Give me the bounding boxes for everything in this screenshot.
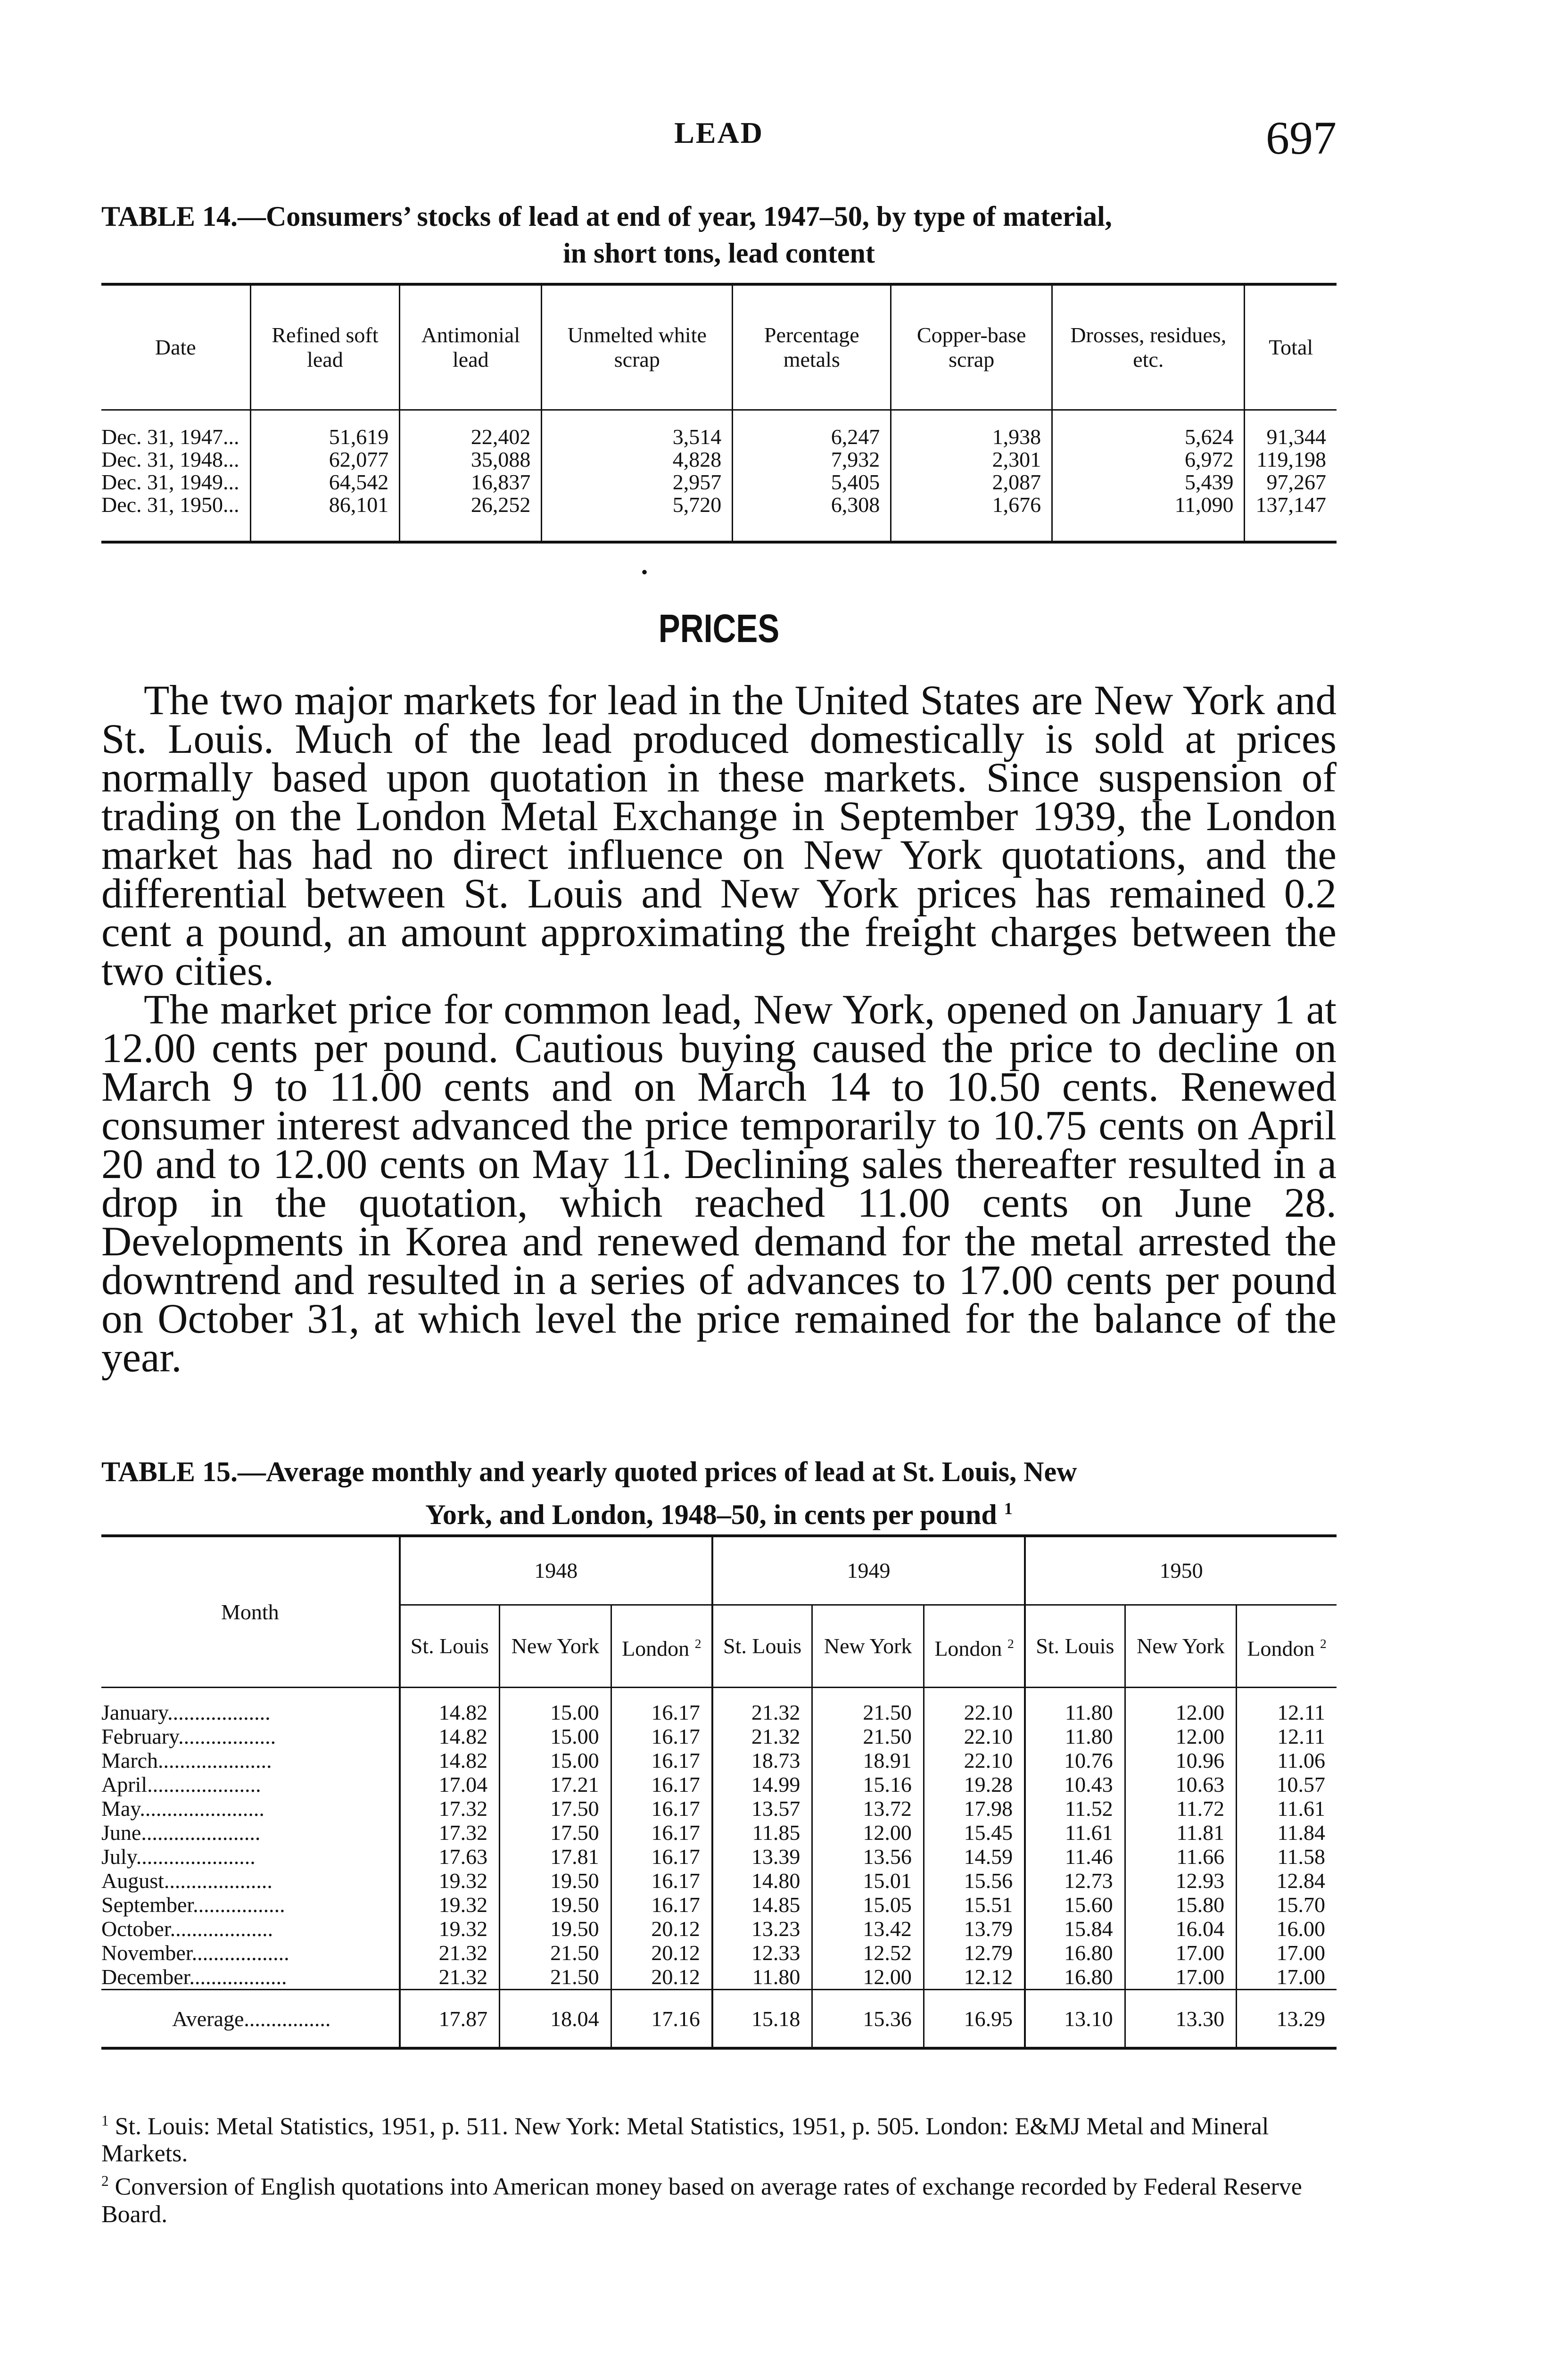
table-14-caption-line2: in short tons, lead content [563, 238, 875, 269]
table-14-column-header: Refined soft lead [250, 284, 400, 410]
table-cell: 86,101 [250, 494, 400, 542]
table-row [101, 1821, 1337, 1845]
table-cell: 20.12 [611, 1965, 712, 1990]
table-cell: 16.17 [611, 1821, 712, 1845]
table-cell: 12.52 [812, 1941, 924, 1965]
table-cell: 12.79 [924, 1941, 1025, 1965]
table-cell: 22.10 [924, 1724, 1025, 1748]
table-cell: 19.50 [500, 1869, 611, 1893]
table-cell: 15.00 [500, 1724, 611, 1748]
table-cell: 16.80 [1025, 1965, 1125, 1990]
table-row [101, 1845, 1337, 1869]
table-cell: 97,267 [1245, 471, 1337, 494]
month-header: Month [101, 1536, 400, 1688]
row-label: October................... [101, 1917, 273, 1941]
table-cell: 119,198 [1245, 448, 1337, 471]
page-number: 697 [1266, 112, 1337, 164]
table-cell: 17.32 [400, 1797, 500, 1821]
table-cell: 11.72 [1125, 1797, 1237, 1821]
table-row [101, 1688, 1337, 1725]
table-cell: 17.32 [400, 1821, 500, 1845]
table-cell: 16.17 [611, 1748, 712, 1772]
table-cell: 11.06 [1237, 1748, 1337, 1772]
table-cell: 6,308 [733, 494, 891, 542]
table-cell: 13.30 [1125, 1990, 1237, 2049]
average-row [101, 1990, 1337, 2049]
table-14-column-header: Total [1245, 284, 1337, 410]
table-cell: 12.11 [1237, 1724, 1337, 1748]
table-cell: 4,828 [542, 448, 733, 471]
table-cell: 5,624 [1052, 410, 1245, 449]
table-15-caption-line1: TABLE 15.—Average monthly and yearly quoted prices of lead at St. Louis, New [101, 1456, 1077, 1487]
table-cell: 11.80 [1025, 1688, 1125, 1725]
table-cell: 10.43 [1025, 1772, 1125, 1797]
row-label: April..................... [101, 1772, 261, 1797]
table-cell: 21.50 [812, 1724, 924, 1748]
table-cell: 17.16 [611, 1990, 712, 2049]
table-14-column-header: Antimonial lead [400, 284, 542, 410]
table-cell: 12.93 [1125, 1869, 1237, 1893]
row-label: June...................... [101, 1821, 261, 1845]
table-cell: 16.04 [1125, 1917, 1237, 1941]
table-cell: 21.50 [812, 1688, 924, 1725]
table-cell: 13.56 [812, 1845, 924, 1869]
table-cell: 13.42 [812, 1917, 924, 1941]
table-cell: 15.18 [712, 1990, 812, 2049]
market-header: London $^2$ [924, 1605, 1025, 1688]
table-15-caption [101, 1447, 1337, 1533]
table-cell: 137,147 [1245, 494, 1337, 542]
table-cell: 16,837 [400, 471, 542, 494]
table-cell: 13.39 [712, 1845, 812, 1869]
market-header: London $^2$ [1237, 1605, 1337, 1688]
table-cell: 11.46 [1025, 1845, 1125, 1869]
table-cell: 12.12 [924, 1965, 1025, 1990]
table-cell: 11.81 [1125, 1821, 1237, 1845]
row-label: Average................ [101, 1990, 400, 2049]
table-cell: 13.79 [924, 1917, 1025, 1941]
year-header: 1949 [712, 1536, 1025, 1605]
row-label: Dec. 31, 1948... [101, 448, 239, 471]
table-cell: 7,932 [733, 448, 891, 471]
table-cell: 11.66 [1125, 1845, 1237, 1869]
table-cell: 18.04 [500, 1990, 611, 2049]
row-label: February.................. [101, 1724, 276, 1748]
running-header [101, 111, 1337, 163]
paragraph-1: The two major markets for lead in the United States are New York and St. Louis. Much of the lead produced domestically is sold at prices normally based upon quotation in these markets. Since suspension of trading on the London Metal Exchange in September 1939, the London market has had no direct influence on New York quotations, and the differential between St. Louis and New York prices has remained 0.2 cent a pound, an amount approximating the freight charges between the two cities. [101, 677, 1337, 994]
table-cell: 15.16 [812, 1772, 924, 1797]
table-cell: 19.50 [500, 1917, 611, 1941]
table-cell: 15.45 [924, 1821, 1025, 1845]
table-15-caption-line2: York, and London, 1948–50, in cents per pound $^1$ [425, 1499, 1013, 1530]
table-cell: 12.00 [812, 1821, 924, 1845]
market-header: St. Louis [400, 1605, 500, 1688]
table-cell: 15.84 [1025, 1917, 1125, 1941]
table-cell: 5,405 [733, 471, 891, 494]
market-header: New York [1125, 1605, 1237, 1688]
table-cell: 12.00 [1125, 1724, 1237, 1748]
table-row [101, 1797, 1337, 1821]
table-cell: 22,402 [400, 410, 542, 449]
table-row [101, 1772, 1337, 1797]
table-cell: 16.00 [1237, 1917, 1337, 1941]
table-14 [101, 283, 1337, 544]
stray-mark: • [641, 561, 648, 583]
row-label: December.................. [101, 1965, 287, 1989]
table-row [101, 1965, 1337, 1990]
table-cell: 17.81 [500, 1845, 611, 1869]
table-15 [101, 1534, 1337, 2050]
table-cell: 15.70 [1237, 1893, 1337, 1917]
table-cell: 16.17 [611, 1688, 712, 1725]
table-cell: 5,439 [1052, 471, 1245, 494]
market-header: London $^2$ [611, 1605, 712, 1688]
table-row [101, 1748, 1337, 1772]
table-14-body [101, 410, 1337, 543]
row-label: Dec. 31, 1949... [101, 471, 239, 494]
table-cell: 17.63 [400, 1845, 500, 1869]
table-14-column-header: Date [155, 335, 196, 359]
table-cell: 11.80 [712, 1965, 812, 1990]
table-cell: 17.00 [1125, 1965, 1237, 1990]
market-header: New York [812, 1605, 924, 1688]
table-cell: 10.57 [1237, 1772, 1337, 1797]
table-cell: 3,514 [542, 410, 733, 449]
section-heading: PRICES [658, 606, 780, 651]
table-15-body [101, 1688, 1337, 2049]
table-cell: 21.32 [400, 1965, 500, 1990]
paragraph-2: The market price for common lead, New York, opened on January 1 at 12.00 cents per pound. Cautious buying caused the price to decline on March 9 to 11.00 cents and on March 14 to 10.50 cents. Renewed consumer interest advanced the price temporarily to 10.75 cents on April 20 and to 12.00 cents on May 11. Declining sales thereafter resulted in a drop in the quotation, which reached 11.00 cents on June 28. Developments in Korea and renewed demand for the metal arrested the downtrend and resulted in a series of advances to 17.00 cents per pound on October 31, at which level the price remained for the balance of the year. [101, 987, 1337, 1381]
table-cell: 11.61 [1237, 1797, 1337, 1821]
table-row [101, 1941, 1337, 1965]
table-cell: 17.50 [500, 1821, 611, 1845]
market-header: St. Louis [1025, 1605, 1125, 1688]
table-15-year-row [101, 1536, 1337, 1605]
table-cell: 16.17 [611, 1893, 712, 1917]
table-cell: 14.82 [400, 1688, 500, 1725]
table-cell: 13.72 [812, 1797, 924, 1821]
footnote-1: $^1$ St. Louis: Metal Statistics, 1951, p. 511. New York: Metal Statistics, 1951, p. 505. London: E&MJ Metal and Mineral Markets. [101, 2112, 1269, 2167]
table-cell: 14.80 [712, 1869, 812, 1893]
table-cell: 6,972 [1052, 448, 1245, 471]
table-cell: 21.50 [500, 1965, 611, 1990]
table-cell: 16.95 [924, 1990, 1025, 2049]
table-cell: 16.17 [611, 1724, 712, 1748]
table-cell: 17.04 [400, 1772, 500, 1797]
table-cell: 12.11 [1237, 1688, 1337, 1725]
table-cell: 17.98 [924, 1797, 1025, 1821]
year-header: 1950 [1025, 1536, 1337, 1605]
table-cell: 12.73 [1025, 1869, 1125, 1893]
table-cell: 15.00 [500, 1748, 611, 1772]
table-row [101, 1893, 1337, 1917]
table-cell: 10.63 [1125, 1772, 1237, 1797]
table-cell: 14.59 [924, 1845, 1025, 1869]
table-cell: 35,088 [400, 448, 542, 471]
row-label: August.................... [101, 1869, 272, 1893]
table-row [101, 494, 1337, 542]
table-cell: 11.80 [1025, 1724, 1125, 1748]
row-label: Dec. 31, 1950... [101, 494, 239, 517]
table-cell: 16.80 [1025, 1941, 1125, 1965]
table-cell: 15.51 [924, 1893, 1025, 1917]
table-cell: 11.61 [1025, 1821, 1125, 1845]
table-cell: 22.10 [924, 1748, 1025, 1772]
market-header: New York [500, 1605, 611, 1688]
table-cell: 64,542 [250, 471, 400, 494]
running-title: LEAD [674, 116, 764, 149]
table-cell: 1,676 [891, 494, 1052, 542]
table-cell: 22.10 [924, 1688, 1025, 1725]
table-cell: 19.28 [924, 1772, 1025, 1797]
table-cell: 5,720 [542, 494, 733, 542]
table-cell: 13.29 [1237, 1990, 1337, 2049]
year-header: 1948 [400, 1536, 712, 1605]
table-cell: 19.32 [400, 1869, 500, 1893]
table-cell: 13.57 [712, 1797, 812, 1821]
table-cell: 21.32 [712, 1688, 812, 1725]
table-cell: 14.82 [400, 1724, 500, 1748]
table-cell: 13.10 [1025, 1990, 1125, 2049]
table-cell: 1,938 [891, 410, 1052, 449]
table-cell: 11,090 [1052, 494, 1245, 542]
table-row [101, 471, 1337, 494]
table-cell: 20.12 [611, 1941, 712, 1965]
table-cell: 16.17 [611, 1797, 712, 1821]
table-14-column-header: Unmelted white scrap [542, 284, 733, 410]
footnote-2: $^2$ Conversion of English quotations into American money based on average rates of exchange recorded by Federal Reserve Board. [101, 2173, 1302, 2228]
row-label: Dec. 31, 1947... [101, 425, 239, 448]
table-cell: 17.21 [500, 1772, 611, 1797]
table-cell: 2,957 [542, 471, 733, 494]
table-14-caption-line1: TABLE 14.—Consumers’ stocks of lead at end of year, 1947–50, by type of material, [101, 201, 1112, 232]
table-cell: 11.58 [1237, 1845, 1337, 1869]
table-cell: 91,344 [1245, 410, 1337, 449]
table-cell: 14.85 [712, 1893, 812, 1917]
table-cell: 15.05 [812, 1893, 924, 1917]
table-cell: 20.12 [611, 1917, 712, 1941]
table-row [101, 1724, 1337, 1748]
table-cell: 15.80 [1125, 1893, 1237, 1917]
table-cell: 16.17 [611, 1869, 712, 1893]
table-14-column-header: Drosses, residues, etc. [1052, 284, 1245, 410]
table-14-column-header: Percentage metals [733, 284, 891, 410]
table-cell: 21.50 [500, 1941, 611, 1965]
table-cell: 17.00 [1237, 1941, 1337, 1965]
table-cell: 26,252 [400, 494, 542, 542]
market-header: St. Louis [712, 1605, 812, 1688]
row-label: September................. [101, 1893, 285, 1917]
table-cell: 12.33 [712, 1941, 812, 1965]
table-cell: 17.00 [1125, 1941, 1237, 1965]
table-cell: 21.32 [400, 1941, 500, 1965]
table-cell: 16.17 [611, 1845, 712, 1869]
table-cell: 11.84 [1237, 1821, 1337, 1845]
table-cell: 17.87 [400, 1990, 500, 2049]
table-cell: 12.84 [1237, 1869, 1337, 1893]
row-label: May....................... [101, 1797, 264, 1821]
table-cell: 18.91 [812, 1748, 924, 1772]
table-cell: 17.50 [500, 1797, 611, 1821]
row-label: November.................. [101, 1941, 289, 1965]
table-14-header-row [101, 284, 1337, 410]
table-cell: 19.32 [400, 1893, 500, 1917]
table-cell: 12.00 [1125, 1688, 1237, 1725]
table-cell: 15.01 [812, 1869, 924, 1893]
table-cell: 51,619 [250, 410, 400, 449]
table-cell: 14.99 [712, 1772, 812, 1797]
table-cell: 19.32 [400, 1917, 500, 1941]
table-cell: 18.73 [712, 1748, 812, 1772]
table-cell: 10.76 [1025, 1748, 1125, 1772]
row-label: January................... [101, 1700, 271, 1724]
footnotes [101, 2107, 1337, 2228]
table-cell: 15.36 [812, 1990, 924, 2049]
table-cell: 15.56 [924, 1869, 1025, 1893]
table-row [101, 448, 1337, 471]
table-cell: 21.32 [712, 1724, 812, 1748]
table-cell: 13.23 [712, 1917, 812, 1941]
table-cell: 17.00 [1237, 1965, 1337, 1990]
table-cell: 11.85 [712, 1821, 812, 1845]
table-cell: 2,301 [891, 448, 1052, 471]
table-14-column-header: Copper-base scrap [891, 284, 1052, 410]
table-row [101, 410, 1337, 449]
row-label: July...................... [101, 1845, 256, 1869]
table-cell: 62,077 [250, 448, 400, 471]
table-cell: 15.60 [1025, 1893, 1125, 1917]
table-cell: 16.17 [611, 1772, 712, 1797]
table-cell: 11.52 [1025, 1797, 1125, 1821]
table-cell: 15.00 [500, 1688, 611, 1725]
table-row [101, 1917, 1337, 1941]
table-14-caption [101, 198, 1337, 272]
table-cell: 12.00 [812, 1965, 924, 1990]
body-text [101, 677, 1337, 1381]
table-cell: 2,087 [891, 471, 1052, 494]
table-row [101, 1869, 1337, 1893]
table-cell: 14.82 [400, 1748, 500, 1772]
table-cell: 10.96 [1125, 1748, 1237, 1772]
table-cell: 19.50 [500, 1893, 611, 1917]
row-label: March..................... [101, 1748, 272, 1772]
table-cell: 6,247 [733, 410, 891, 449]
